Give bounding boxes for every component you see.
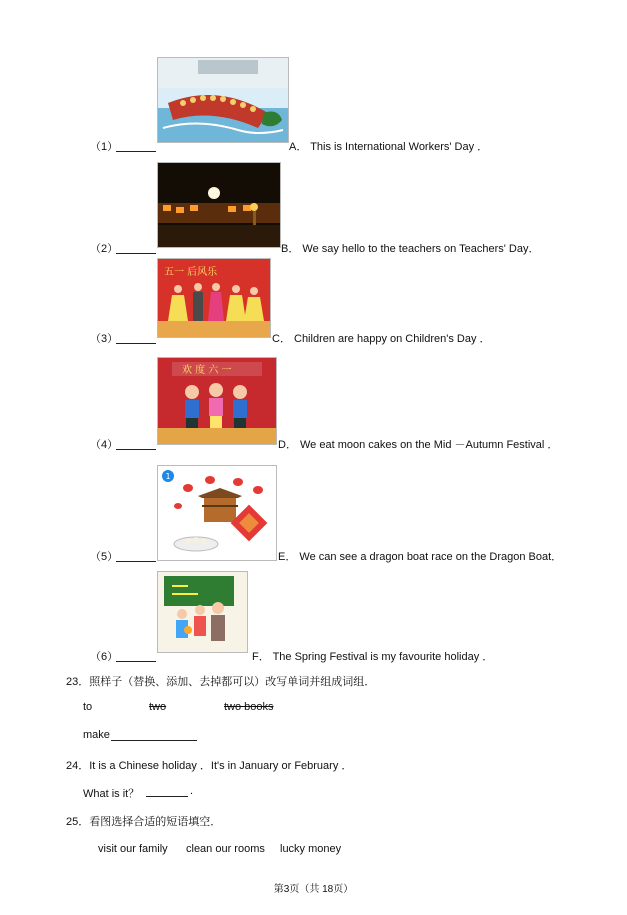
phrase-option: visit our family (98, 843, 168, 855)
option-text: D． We eat moon cakes on the Mid －Autumn Festival ． (278, 439, 559, 451)
answer-blank[interactable] (116, 331, 156, 344)
workers-day-stage-image (157, 258, 271, 338)
moon-night-image (157, 162, 281, 248)
item-number: （1） (90, 141, 119, 153)
option-text: C． Children are happy on Children's Day ． (272, 333, 491, 345)
option-text: A． This is International Workers' Day ． (289, 141, 489, 153)
stage-banner-text: 欢 度 六 一 (182, 365, 232, 376)
answer-blank[interactable] (146, 784, 188, 797)
phrase-option: clean our rooms (186, 843, 265, 855)
question-prompt: What is it？ (83, 788, 140, 800)
dragon-boat-image (157, 57, 289, 143)
question-title: 23．照样子（替换、添加、去掉都可以）改写单词并组成词组． (66, 676, 376, 688)
childrens-day-stage-image (157, 357, 277, 445)
item-number: （4） (90, 439, 119, 451)
question-title: 25．看图选择合适的短语填空． (66, 816, 222, 828)
phrase-option: lucky money (280, 843, 342, 855)
answer-blank[interactable] (116, 549, 156, 562)
stage-banner-text: 五一 后风乐 (164, 267, 218, 278)
example-word: two (149, 701, 167, 713)
period: . (190, 785, 194, 797)
teachers-day-image (157, 571, 248, 653)
item-number: （2） (90, 243, 119, 255)
page-footer: 第3页（共 18页） (273, 884, 354, 895)
badge-number: 1 (165, 472, 171, 481)
answer-blank[interactable] (116, 649, 156, 662)
item-number: （6） (90, 651, 119, 663)
question-title: 24．It is a Chinese holiday ．It's in January or February ． (66, 760, 353, 772)
item-number: （5） (90, 551, 119, 563)
option-text: E． We can see a dragon boat race on the Dragon Boat． (278, 551, 563, 563)
example-word: to (83, 701, 93, 713)
answer-blank[interactable] (116, 139, 156, 152)
answer-blank[interactable] (116, 241, 156, 254)
option-text: B． We say hello to the teachers on Teachers' Day． (281, 243, 540, 255)
spring-festival-image (157, 465, 277, 561)
item-number: （3） (90, 333, 119, 345)
answer-blank[interactable] (111, 728, 197, 741)
option-text: F． The Spring Festival is my favourite holiday ． (252, 651, 494, 663)
task-word: make (83, 729, 110, 741)
example-phrase: two books (224, 701, 274, 713)
answer-blank[interactable] (116, 437, 156, 450)
